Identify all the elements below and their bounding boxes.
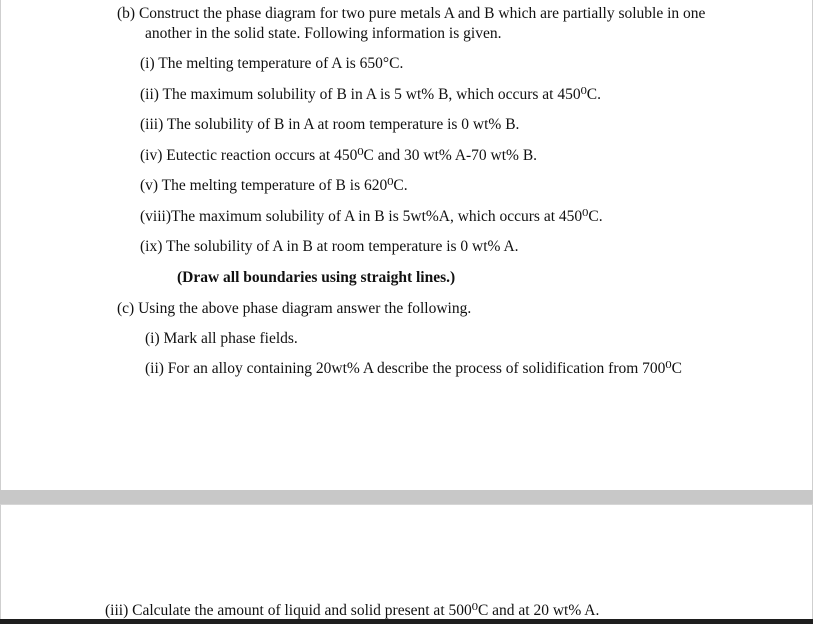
part-c-item-iii: (iii) Calculate the amount of liquid and solid present at 500⁰C and at 20 wt% A. <box>105 602 600 619</box>
part-b-item-iii: (iii) The solubility of B in A at room temperature is 0 wt% B. <box>140 116 520 133</box>
part-b-item-iv: (iv) Eutectic reaction occurs at 450⁰C and 30 wt% A-70 wt% B. <box>140 147 538 164</box>
part-b-note: (Draw all boundaries using straight lines.) <box>177 269 456 286</box>
part-b-heading-line2: another in the solid state. Following information is given. <box>145 25 502 42</box>
part-b-item-viii: (viii)The maximum solubility of A in B is 5wt%A, which occurs at 450⁰C. <box>140 208 603 225</box>
part-b-heading-line1: (b) Construct the phase diagram for two pure metals A and B which are partially soluble in one <box>117 5 706 22</box>
part-b-item-ii: (ii) The maximum solubility of B in A is 5 wt% B, which occurs at 450⁰C. <box>140 86 601 103</box>
part-b-item-i: (i) The melting temperature of A is 650°C. <box>140 55 404 72</box>
part-c-heading: (c) Using the above phase diagram answer the following. <box>117 300 472 317</box>
part-c-item-i: (i) Mark all phase fields. <box>145 330 298 347</box>
part-b-item-v: (v) The melting temperature of B is 620⁰C. <box>140 177 408 194</box>
part-c-item-ii: (ii) For an alloy containing 20wt% A describe the process of solidification from 700⁰C <box>145 360 682 377</box>
part-b-item-ix: (ix) The solubility of A in B at room temperature is 0 wt% A. <box>140 238 519 255</box>
document-page-2 <box>0 504 813 620</box>
viewer-bottom-bar <box>0 619 813 624</box>
